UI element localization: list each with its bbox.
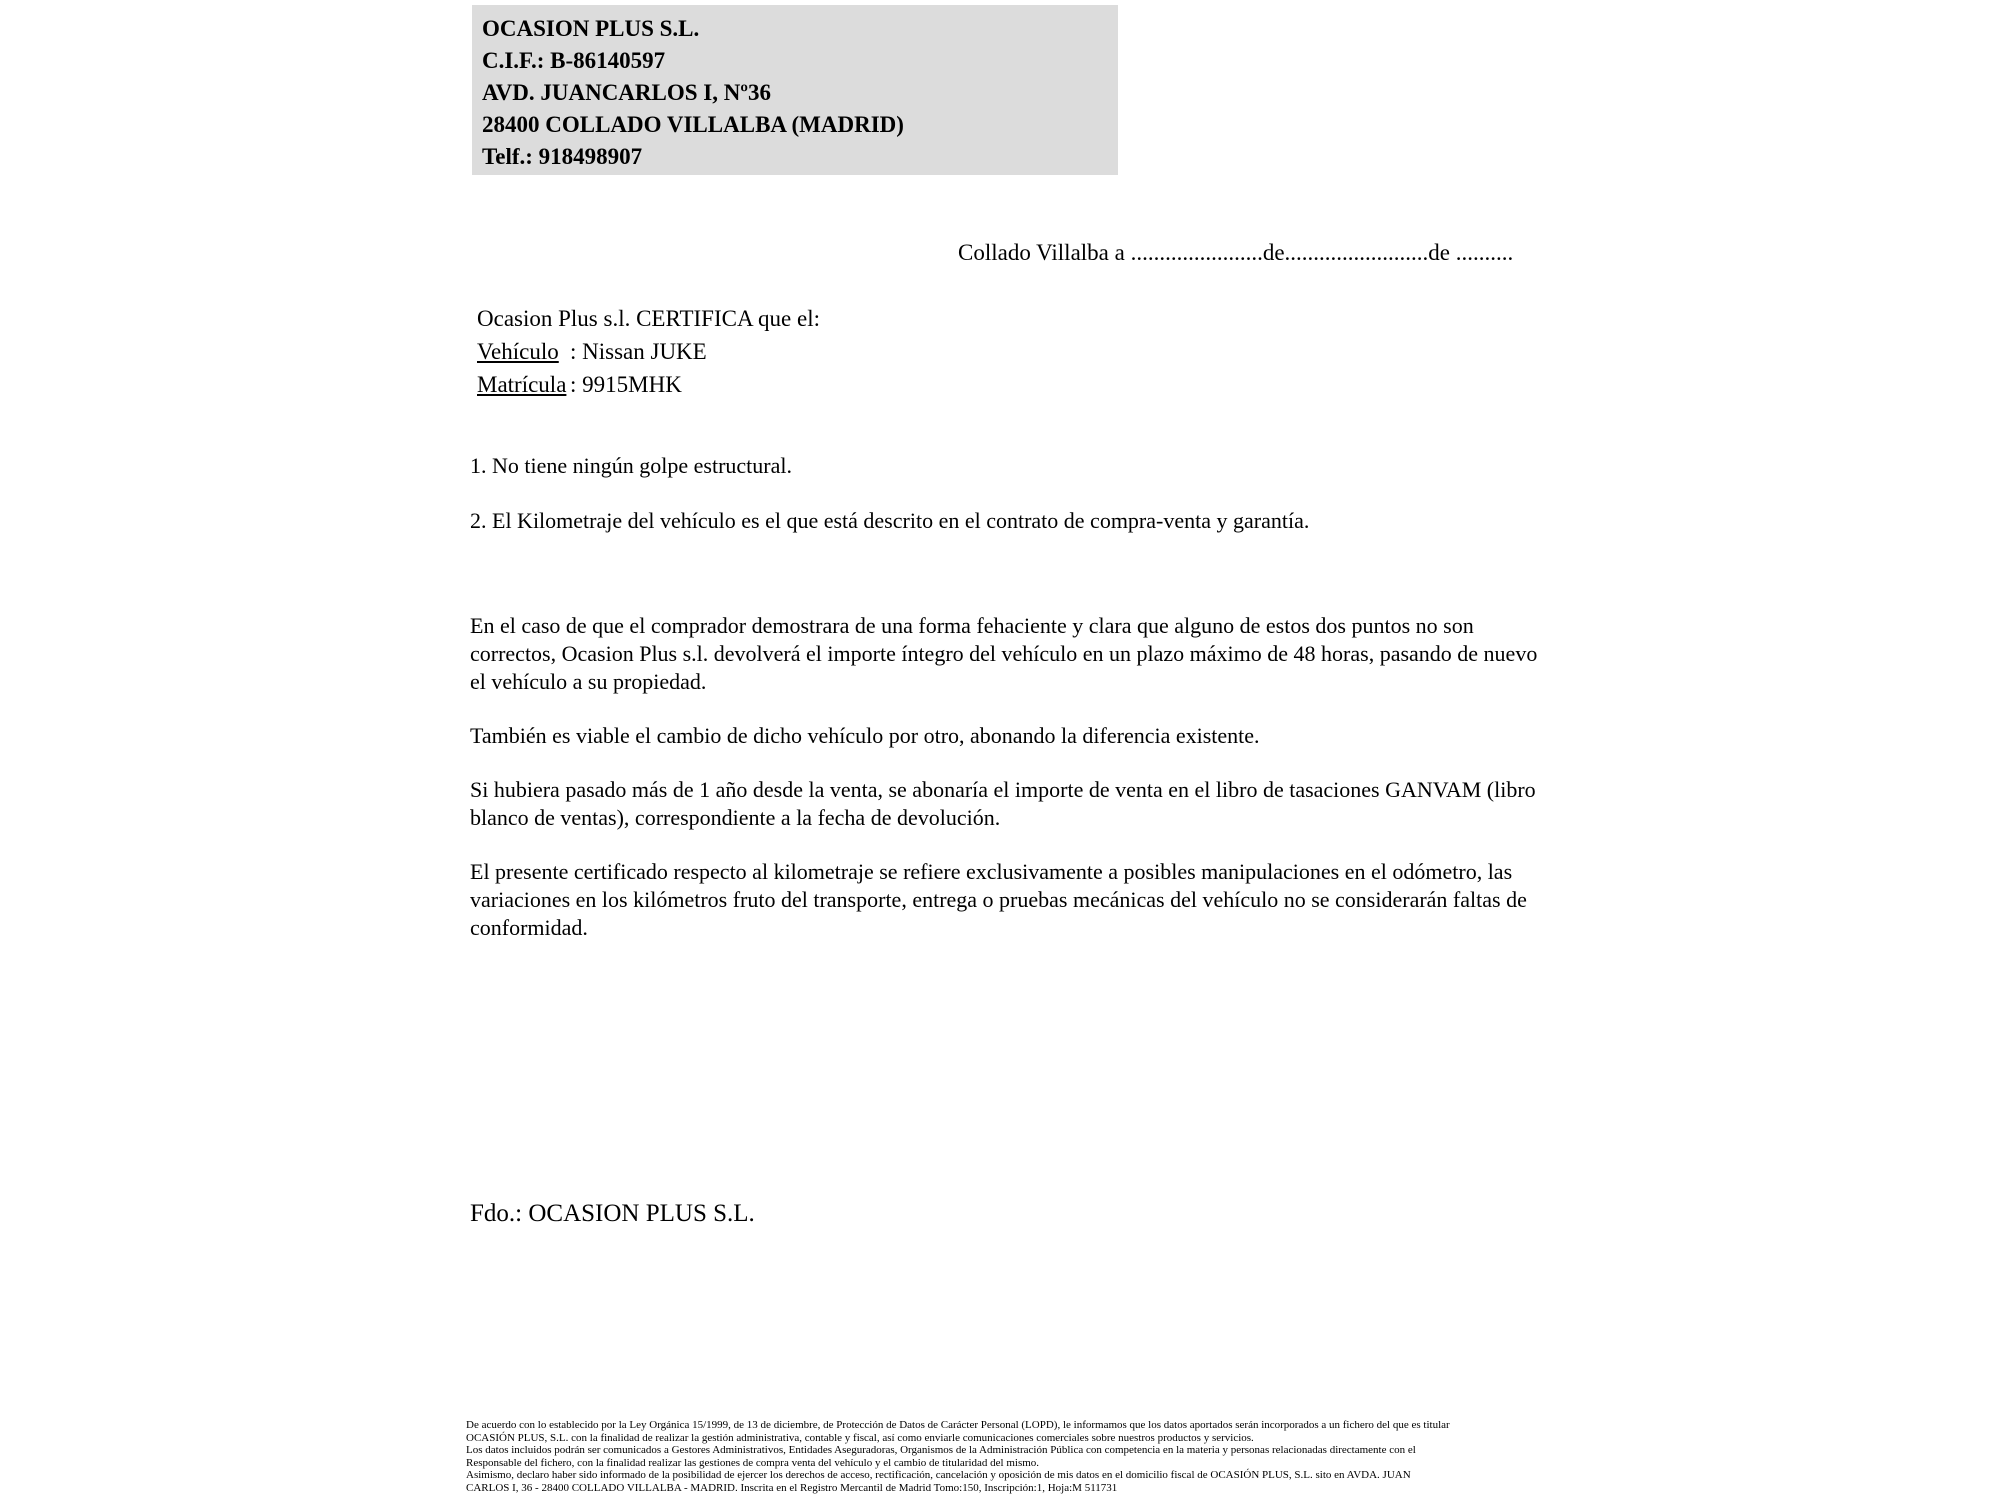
company-cif: C.I.F.: B-86140597 (482, 48, 666, 73)
paragraph-odometer: El presente certificado respecto al kilometraje se refiere exclusivamente a posibles manipulaciones en el odómetro, las variaciones en los kilómetros fruto del transporte, entrega o pruebas mecánicas del vehículo no se considerarán faltas de conformidad. (470, 859, 1527, 940)
signature-line: Fdo.: OCASION PLUS S.L. (470, 1200, 755, 1227)
legal-footer (466, 1419, 1571, 1494)
legal-line-5: Asimismo, declaro haber sido informado de la posibilidad de ejercer los derechos de acceso, rectificación, cancelación y oposición de mis datos en el domicilio fiscal de OCASIÓN PLUS, S.L. sito en AVDA. JUAN (466, 1469, 1411, 1481)
statement-2: 2. El Kilometraje del vehículo es el que está descrito en el contrato de compra-venta y garantía. (470, 508, 1310, 533)
company-address: AVD. JUANCARLOS I, Nº36 (482, 80, 771, 105)
paragraph-refund: En el caso de que el comprador demostrara de una forma fehaciente y clara que alguno de estos dos puntos no son correctos, Ocasion Plus s.l. devolverá el importe íntegro del vehículo en un plazo máximo de 48 horas, pasando de nuevo el vehículo a su propiedad. (470, 613, 1538, 694)
vehicle-value: : Nissan JUKE (570, 339, 707, 364)
company-phone: Telf.: 918498907 (482, 144, 643, 169)
statement-1: 1. No tiene ningún golpe estructural. (470, 453, 792, 478)
certification-block (477, 302, 820, 401)
certified-statements (470, 452, 1560, 562)
company-name: OCASION PLUS S.L. (482, 16, 700, 41)
paragraph-ganvam: Si hubiera pasado más de 1 año desde la venta, se abonaría el importe de venta en el libro de tasaciones GANVAM (libro blanco de ventas), correspondiente a la fecha de devolución. (470, 777, 1536, 830)
company-header-box (472, 5, 1118, 175)
plate-value: : 9915MHK (570, 372, 682, 397)
vehicle-row (477, 335, 820, 368)
company-city: 28400 COLLADO VILLALBA (MADRID) (482, 112, 904, 137)
legal-line-1: De acuerdo con lo establecido por la Ley Orgánica 15/1999, de 13 de diciembre, de Protección de Datos de Carácter Personal (LOPD), le informamos que los datos aportados serán incorporados a un fichero del que es titular (466, 1419, 1450, 1431)
paragraph-exchange: También es viable el cambio de dicho vehículo por otro, abonando la diferencia existente. (470, 723, 1260, 748)
plate-label: Matrícula (477, 372, 567, 397)
plate-label-cell (477, 368, 570, 401)
legal-line-2: OCASIÓN PLUS, S.L. con la finalidad de realizar la gestión administrativa, contable y fiscal, así como enviarle comunicaciones comerciales sobre nuestros productos y servicios. (466, 1431, 1254, 1444)
plate-row (477, 368, 820, 401)
vehicle-label: Vehículo (477, 339, 559, 364)
vehicle-label-cell (477, 335, 570, 368)
legal-line-6: CARLOS I, 36 - 28400 COLLADO VILLALBA - MADRID. Inscrita en el Registro Mercantil de Madrid Tomo:150, Inscripción:1, Hoja:M 511731 (466, 1481, 1118, 1494)
legal-line-3: Los datos incluidos podrán ser comunicados a Gestores Administrativos, Entidades Aseguradoras, Organismos de la Administración Pública con competencia en la materia y personas relacionadas directamente con el (466, 1444, 1416, 1456)
date-line: Collado Villalba a .......................de.........................de .......... (958, 240, 1514, 265)
certify-intro: Ocasion Plus s.l. CERTIFICA que el: (477, 306, 820, 331)
legal-line-4: Responsable del fichero, con la finalidad realizar las gestiones de compra venta del vehículo y el cambio de titularidad del mismo. (466, 1456, 1040, 1469)
body-paragraphs (470, 612, 1555, 968)
